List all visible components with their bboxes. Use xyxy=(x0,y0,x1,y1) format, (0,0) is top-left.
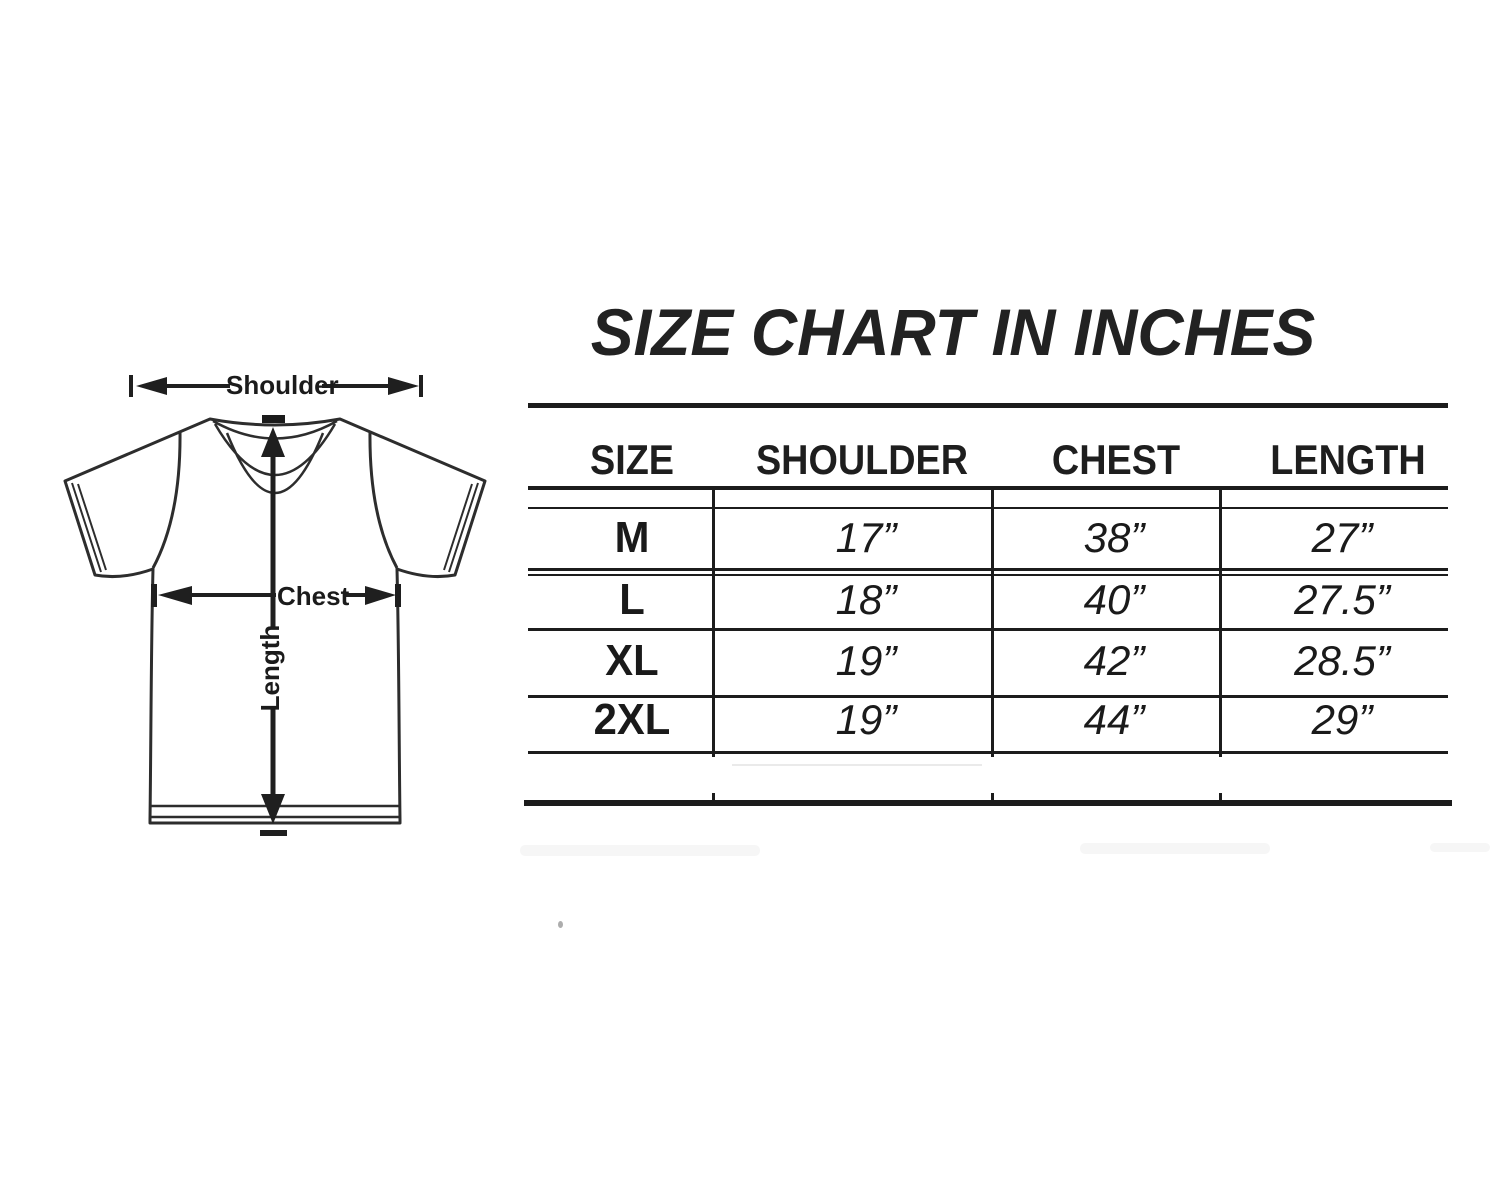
shoulder-measure-label: Shoulder xyxy=(226,370,339,400)
size-cell: 2XL xyxy=(593,695,671,744)
shoulder-cell: 18” xyxy=(835,576,897,623)
table-tick xyxy=(1219,793,1222,800)
tshirt-diagram xyxy=(0,0,540,900)
table-tick xyxy=(991,793,994,800)
length-cell: 27.5” xyxy=(1294,576,1390,623)
chest-cell: 44” xyxy=(1083,696,1145,743)
chest-cell: 38” xyxy=(1083,514,1145,561)
ghost-smudge xyxy=(1080,843,1270,854)
shoulder-cell: 17” xyxy=(835,514,897,561)
length-cell: 29” xyxy=(1311,696,1373,743)
length-cell: 28.5” xyxy=(1294,637,1390,684)
table-column-divider xyxy=(991,486,994,757)
column-header-shoulder: SHOULDER xyxy=(755,436,969,483)
ghost-smudge xyxy=(1430,843,1490,852)
dust-speck xyxy=(558,921,563,928)
table-gridline xyxy=(528,507,1448,509)
column-header-chest: CHEST xyxy=(1051,436,1181,483)
size-cell: XL xyxy=(605,636,659,685)
table-tick xyxy=(712,793,715,800)
table-gridline xyxy=(528,628,1448,631)
table-gridline xyxy=(528,568,1448,571)
collar-mark xyxy=(262,415,285,423)
table-bottom-border xyxy=(524,800,1452,806)
page-title: SIZE CHART IN INCHES xyxy=(590,295,1316,369)
chest-cell: 42” xyxy=(1083,637,1145,684)
ghost-line xyxy=(732,764,982,766)
table-gridline xyxy=(528,751,1448,754)
shoulder-cell: 19” xyxy=(835,696,897,743)
column-header-size: SIZE xyxy=(589,436,675,483)
size-cell: M xyxy=(614,513,650,562)
length-measure-label: Length xyxy=(255,624,285,712)
ghost-smudge xyxy=(520,845,760,856)
chest-cell: 40” xyxy=(1083,576,1145,623)
table-top-border xyxy=(528,403,1448,408)
length-cell: 27” xyxy=(1311,514,1373,561)
size-cell: L xyxy=(619,575,645,624)
shoulder-cell: 19” xyxy=(835,637,897,684)
table-header-divider xyxy=(528,486,1448,490)
column-header-length: LENGTH xyxy=(1270,436,1426,483)
chest-measure-label: Chest xyxy=(277,581,350,611)
